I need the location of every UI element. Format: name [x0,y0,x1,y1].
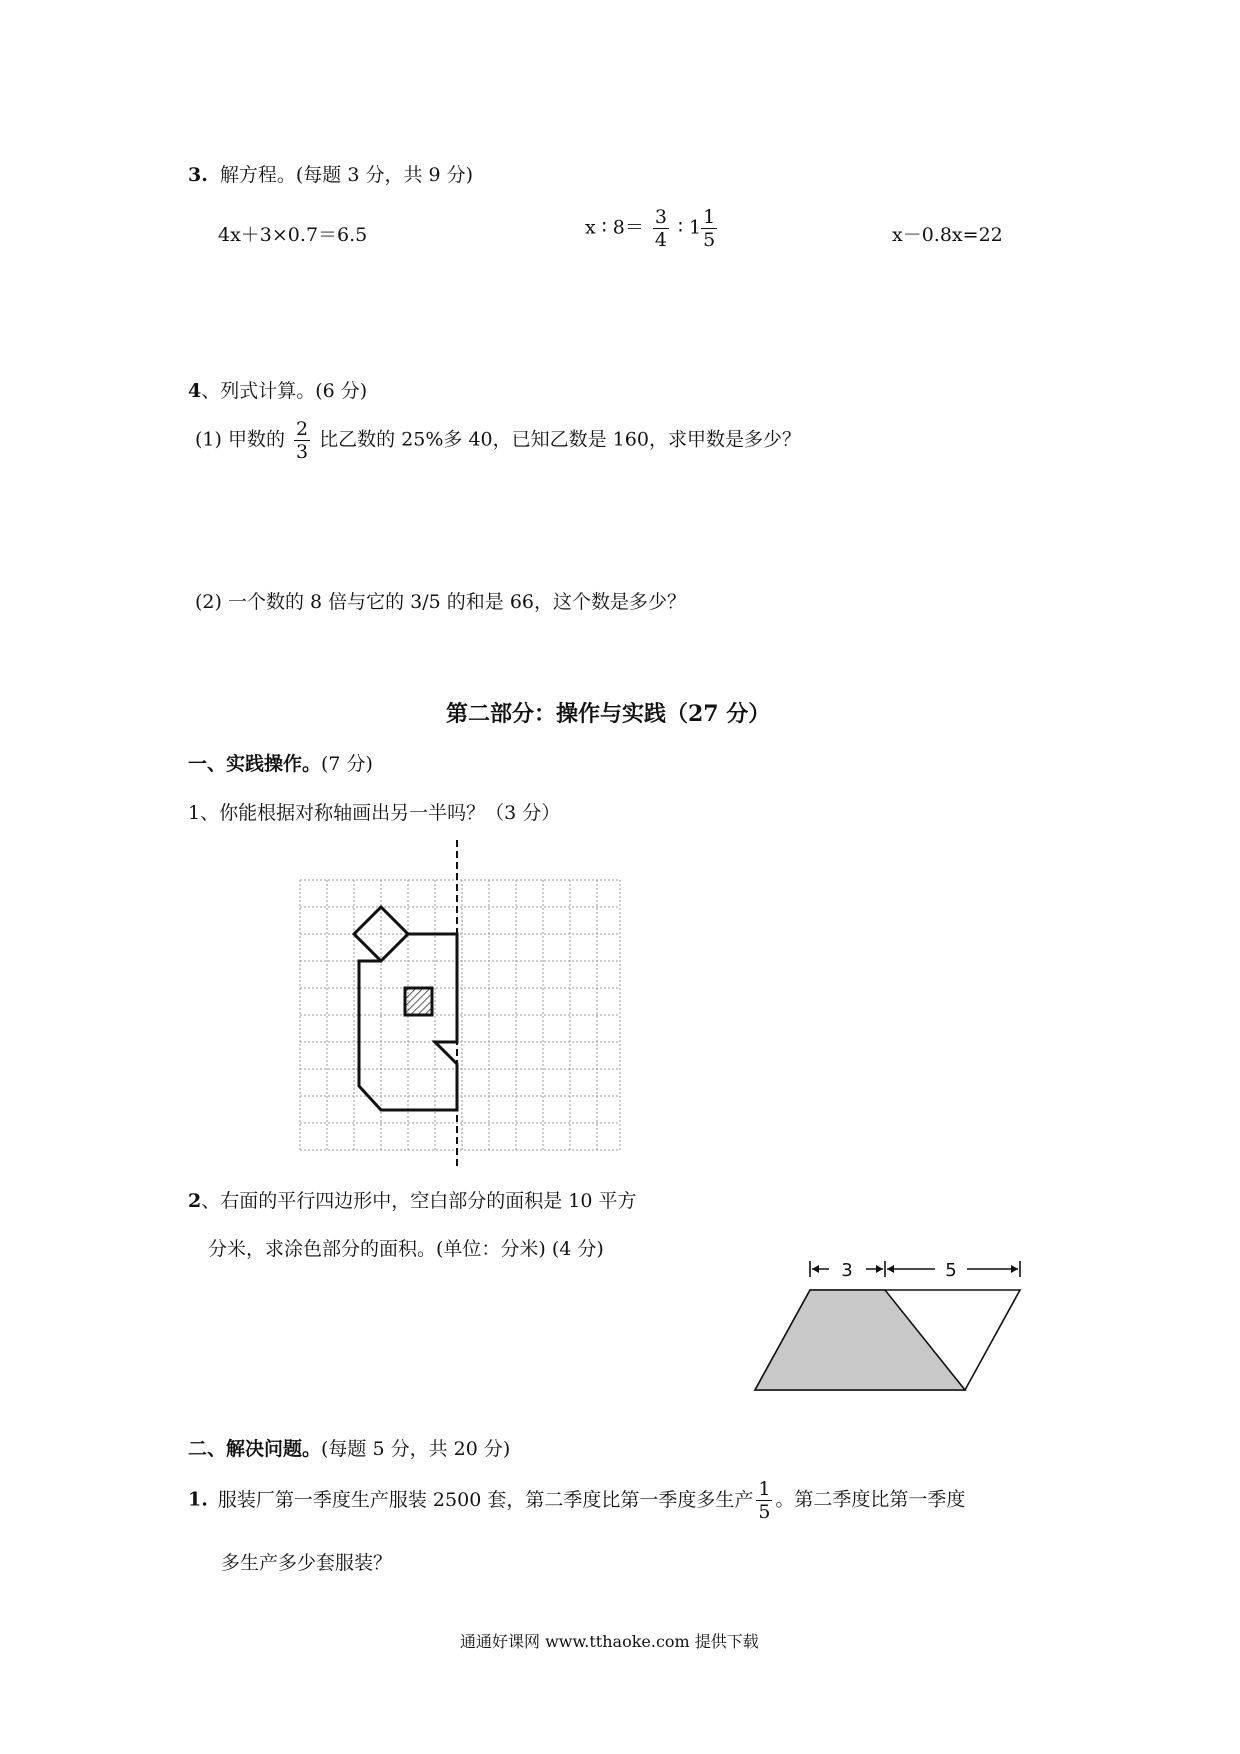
q3-title: 解方程。(每题 3 分，共 9 分) [219,164,474,186]
q4-p1-fraction-denominator: 3 [296,441,309,463]
sec1-question-2-line-1 [188,1188,637,1214]
part2-title: 第二部分：操作与实践（27 分） [446,701,771,727]
sec1-question-1: 1、你能根据对称轴画出另一半吗？（3 分） [188,802,561,824]
parallelogram-figure [745,1255,1030,1395]
sec2-heading [188,1436,510,1462]
grid-lines [300,880,620,1150]
sec2-q1-fraction [756,1478,772,1523]
sec2-q1-fraction-denominator: 5 [758,1501,771,1523]
sec2-title-rest: (每题 5 分，共 20 分) [321,1438,511,1460]
q3-eq2-mixed-numerator: 1 [703,206,716,228]
sec1-question-2-line-2: 分米，求涂色部分的面积。(单位：分米) (4 分) [208,1238,604,1260]
q4-title: 、列式计算。(6 分) [201,380,368,402]
q3-eq2-mid: ∶ 1 [678,216,702,239]
hatched-square [405,988,432,1015]
page-footer: 通通好课网 www.tthaoke.com 提供下载 [460,1632,759,1651]
q3-eq2-fraction-numerator: 3 [654,206,667,228]
q3-heading [188,162,473,188]
sec2-question-1-line-1 [188,1478,965,1523]
sec2-title-bold: 二、解决问题。 [188,1438,322,1460]
q3-eq2-prefix: x ∶ 8＝ [585,216,644,239]
sec2-q1-prefix: 服装厂第一季度生产服装 2500 套，第二季度比第一季度多生产 [217,1488,754,1511]
dimension-label-top-blank: 5 [945,1260,957,1281]
sec1-title-bold: 一、实践操作。 [188,753,322,775]
q4-p1-suffix: 比乙数的 25%多 40，已知乙数是 160，求甲数是多少？ [319,428,801,451]
q3-eq2-mixed-denominator: 5 [703,229,716,251]
q4-number: 4 [188,380,202,402]
symmetry-grid-figure [295,840,635,1170]
q3-equation-1: 4x＋3×0.7＝6.5 [218,224,368,246]
q3-eq2-fraction-denominator: 4 [654,229,667,251]
q4-heading [188,378,367,404]
sec2-question-1-line-2: 多生产多少套服装？ [221,1552,393,1574]
q4-p1-fraction-numerator: 2 [296,418,309,440]
q4-part-1 [195,418,801,463]
q3-equation-2 [585,206,720,251]
sec1-title-rest: (7 分) [321,753,373,775]
sec2-q1-fraction-numerator: 1 [758,1478,771,1500]
q3-number: 3. [188,164,208,186]
q4-part-2: (2) 一个数的 8 倍与它的 3/5 的和是 66，这个数是多少？ [195,591,686,613]
sec2-q1-suffix: 。第二季度比第一季度 [775,1488,966,1511]
sec1-q2-number: 2 [188,1190,202,1212]
q3-eq2-mixed-fraction [701,206,717,251]
sec1-heading [188,751,373,777]
q3-eq2-fraction [653,206,669,251]
q4-p1-prefix: (1) 甲数的 [195,428,285,451]
dimension-label-top-shaded: 3 [841,1260,853,1281]
q3-equation-3: x－0.8x=22 [892,224,1003,246]
shaded-trapezoid [755,1290,965,1390]
sec2-q1-number: 1. [188,1488,208,1511]
q4-p1-fraction [294,418,310,463]
sec1-q2-text-1: 、右面的平行四边形中，空白部分的面积是 10 平方 [201,1190,637,1212]
